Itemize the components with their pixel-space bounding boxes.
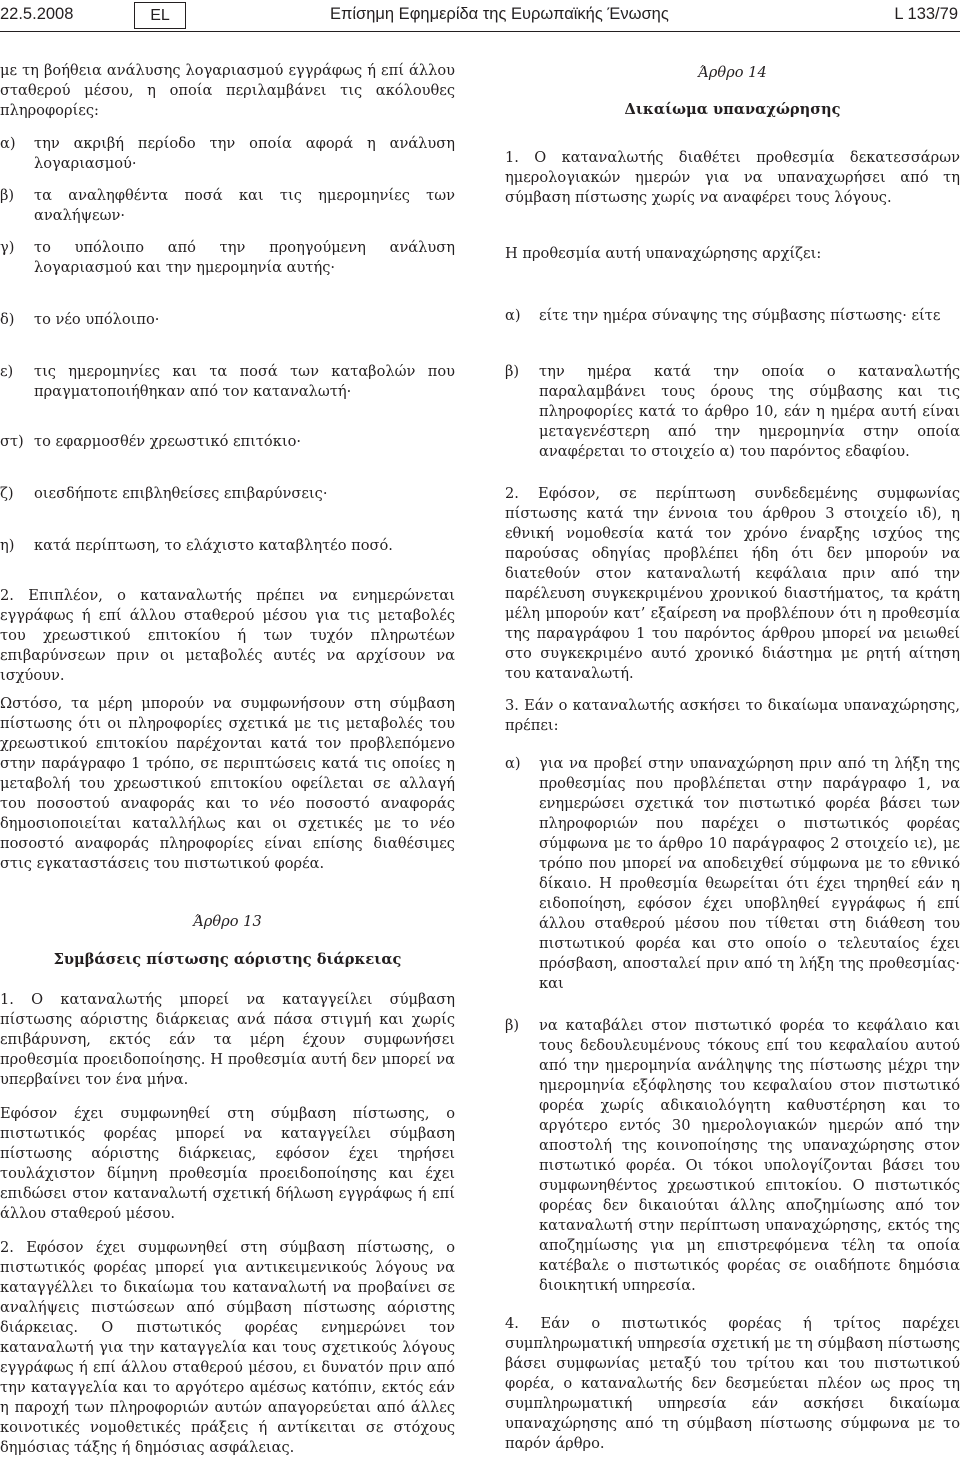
item-label: α)	[0, 135, 16, 152]
article-14-paragraph-2: 2. Εφόσον, σε περίπτωση συνδεδεμένης συμφωνίας πίστωσης κατά την έννοια του άρθρου 3 στοιχείο ιδ), η εθνική νομοθεσία κατά τον χρόνο έναρξης ισχύος της παρούσας οδηγίας προβλέπει ήδη ότι δεν μπορούν να διατεθούν στον καταναλωτή κεφάλαια πριν από την παρέλευση συγκεκριμένου χρονικού διαστήματος, τα κράτη μέλη μπορούν κατ’ εξαίρεση να προβλέπουν ότι η προθεσμία της παραγράφου 1 του παρόντος άρθρου μπορεί να μειωθεί στο συγκεκριμένο αυτό χρονικό διάστημα με ρητή αίτηση του καταναλωτή.	[505, 485, 960, 682]
item-label: ζ)	[0, 485, 14, 502]
journal-title: Επίσημη Εφημερίδα της Ευρωπαϊκής Ένωσης	[330, 5, 669, 23]
publication-date: 22.5.2008	[0, 5, 74, 23]
item-label: β)	[505, 1017, 520, 1034]
header-rule	[0, 31, 960, 32]
item-text: τα αναληφθέντα ποσά και τις ημερομηνίες των αναλήψεων·	[34, 187, 455, 224]
page-reference: L 133/79	[894, 5, 958, 23]
article-13-paragraph-2: 2. Εφόσον έχει συμφωνηθεί στη σύμβαση πίστωσης, ο πιστωτικός φορέας μπορεί για αντικειμενικούς λόγους να καταγγέλλει το δικαίωμα του καταναλωτή να προβαίνει σε αναλήψεις πιστώσεων από σύμβαση πίστωσης αόριστης διάρκειας. Ο πιστωτικός φορέας ενημερώνει τον καταναλωτή για την καταγγελία και τους σχετικούς λόγους εγγράφως ή επί άλλου σταθερού μέσου, ει δυνατόν πριν από την καταγγελία και το αργότερο αμέσως κατόπιν, εκτός εάν η παροχή των πληροφοριών αυτών απαγορεύεται από άλλες κοινοτικές νομοθετικές πράξεις ή αντίκειται σε στόχους δημόσιας τάξης ή δημόσιας ασφάλειας.	[0, 1239, 455, 1456]
item-text: τις ημερομηνίες και τα ποσά των καταβολών που πραγματοποιήθηκαν από τον καταναλωτή·	[34, 363, 455, 400]
item-text: το νέο υπόλοιπο·	[34, 311, 160, 328]
page-header	[0, 0, 960, 32]
item-text: κατά περίπτωση, το ελάχιστο καταβλητέο ποσό.	[34, 537, 393, 554]
article-14-number: Άρθρο 14	[698, 64, 767, 81]
item-text: την ακριβή περίοδο την οποία αφορά η ανάλυση λογαριασμού·	[34, 135, 455, 172]
article-14-paragraph-1b: Η προθεσμία αυτή υπαναχώρησης αρχίζει:	[505, 245, 822, 262]
item-label: β)	[505, 363, 520, 380]
article-13-paragraph-1: 1. Ο καταναλωτής μπορεί να καταγγείλει σύμβαση πίστωσης αόριστης διάρκειας ανά πάσα στιγμή και χωρίς επιβάρυνση, εκτός εάν τα μέρη έχουν συμφωνήσει προθεσμία προειδοποίησης. Η προθεσμία αυτή δεν μπορεί να υπερβαίνει τον ένα μήνα.	[0, 991, 455, 1088]
item-label: ε)	[0, 363, 14, 380]
item-label: β)	[0, 187, 15, 204]
item-text: οιεσδήποτε επιβληθείσες επιβαρύνσεις·	[34, 485, 328, 502]
item-text: την ημέρα κατά την οποία ο καταναλωτής παραλαμβάνει τους όρους της σύμβασης και τις πληροφορίες κατά το άρθρο 10, εάν η ημέρα αυτή είναι μεταγενέστερη από την ημερομηνία στην οποία αναφέρεται το στοιχείο α) του παρόντος εδαφίου.	[539, 363, 960, 460]
item-label: α)	[505, 755, 521, 772]
item-text: είτε την ημέρα σύναψης της σύμβασης πίστωσης· είτε	[539, 307, 941, 324]
item-text: το εφαρμοσθέν χρεωστικό επιτόκιο·	[34, 433, 301, 450]
item-text: για να προβεί στην υπαναχώρηση πριν από τη λήξη της προθεσμίας που προβλέπεται στην παράγραφο 1, να ενημερώσει σχετικά τον πιστωτικό φορέα βάσει των πληροφοριών που παρέχει ο πιστωτικός φορέας σύμφωνα με το άρθρο 10 παράγραφος 2 στοιχείο ιε), με τρόπο που μπορεί να αποδειχθεί σύμφωνα με το εθνικό δίκαιο. Η προθεσμία θεωρείται ότι έχει τηρηθεί εάν η ειδοποίηση, εφόσον έχει υποβληθεί εγγράφως ή επί άλλου σταθερού μέσου που τίθεται στη διάθεση του πιστωτικού φορέα και στο οποίο ο τελευταίος έχει πρόσβαση, αποσταλεί πριν από τη λήξη της προθεσμίας· και	[539, 755, 960, 992]
language-box: EL	[134, 2, 186, 29]
item-text: το υπόλοιπο από την προηγούμενη ανάλυση λογαριασμού και την ημερομηνία αυτής·	[34, 239, 455, 276]
article-14-paragraph-3: 3. Εάν ο καταναλωτής ασκήσει το δικαίωμα υπαναχώρησης, πρέπει:	[505, 697, 960, 734]
item-label: η)	[0, 537, 15, 554]
intro-paragraph: με τη βοήθεια ανάλυσης λογαριασμού εγγράφως ή επί άλλου σταθερού μέσου, η οποία περιλαμβάνει τις ακόλουθες πληροφορίες:	[0, 62, 455, 119]
article-14-paragraph-4: 4. Εάν ο πιστωτικός φορέας ή τρίτος παρέχει συμπληρωματική υπηρεσία σχετική με τη σύμβαση πίστωσης βάσει συμφωνίας μεταξύ του τρίτου και του πιστωτικού φορέα, ο καταναλωτής δεν δεσμεύεται πλέον ως προς τη συμπληρωματική υπηρεσία εάν ασκήσει δικαίωμα υπαναχώρησης από τη σύμβαση πίστωσης σύμφωνα με το παρόν άρθρο.	[505, 1315, 960, 1452]
article-14-title: Δικαίωμα υπαναχώρησης	[624, 101, 841, 118]
paragraph-3: Ωστόσο, τα μέρη μπορούν να συμφωνήσουν στη σύμβαση πίστωσης ότι οι πληροφορίες σχετικά με τις μεταβολές του χρεωστικού επιτοκίου παρέχονται κατά τον προβλεπόμενο στην παράγραφο 1 τρόπο, σε περιπτώσεις κατά τις οποίες η μεταβολή του χρεωστικού επιτοκίου οφείλεται σε αλλαγή του ποσοστού αναφοράς και το νέο ποσοστό αναφοράς δημοσιοποιείται καταλλήλως και οι σχετικές με το νέο ποσοστό αναφοράς πληροφορίες είναι επίσης διαθέσιμες στις εγκαταστάσεις του πιστωτικού φορέα.	[0, 695, 455, 872]
article-13-title: Συμβάσεις πίστωσης αόριστης διάρκειας	[53, 951, 402, 968]
item-text: να καταβάλει στον πιστωτικό φορέα το κεφάλαιο και τους δεδουλευμένους τόκους επί του κεφαλαίου αυτού από την ημερομηνία ανάληψης της πίστωσης μέχρι την ημερομηνία εξόφλησης του κεφαλαίου στον πιστωτικό φορέα χωρίς αδικαιολόγητη καθυστέρηση και το αργότερο εντός 30 ημερολογιακών ημερών από την αποστολή της κοινοποίησης της υπαναχώρησης στον πιστωτικό φορέα. Οι τόκοι υπολογίζονται βάσει του συμφωνηθέντος χρεωστικού επιτοκίου. Ο πιστωτικός φορέας δεν δικαιούται άλλης αποζημίωσης από τον καταναλωτή στην περίπτωση υπαναχώρησης, εκτός της αποζημίωσης για μη επιστρεφόμενα τέλη τα οποία κατέβαλε ο πιστωτικός φορέας σε οιαδήποτε δημόσια διοικητική υπηρεσία.	[539, 1017, 960, 1294]
item-label: γ)	[0, 239, 15, 256]
item-label: δ)	[0, 311, 15, 328]
article-13-paragraph-1b: Εφόσον έχει συμφωνηθεί στη σύμβαση πίστωσης, ο πιστωτικός φορέας μπορεί να καταγγείλει σύμβαση πίστωσης αόριστης διάρκειας, εφόσον έχει τηρήσει τουλάχιστον δίμηνη προθεσμία προειδοποίησης και έχει επιδώσει στον καταναλωτή σχετική δήλωση εγγράφως ή επί άλλου σταθερού μέσου.	[0, 1105, 455, 1222]
article-14-paragraph-1: 1. Ο καταναλωτής διαθέτει προθεσμία δεκατεσσάρων ημερολογιακών ημερών για να υπαναχωρήσει από τη σύμβαση πίστωσης χωρίς να αναφέρει τους λόγους.	[505, 149, 960, 206]
paragraph-2: 2. Επιπλέον, ο καταναλωτής πρέπει να ενημερώνεται εγγράφως ή επί άλλου σταθερού μέσου για τις μεταβολές του χρεωστικού επιτοκίου ή των τυχόν πληρωτέων επιβαρύνσεων πριν οι μεταβολές αυτές να αρχίσουν να ισχύουν.	[0, 587, 455, 684]
article-13-number: Άρθρο 13	[193, 913, 262, 930]
item-label: α)	[505, 307, 521, 324]
item-label: στ)	[0, 433, 24, 450]
